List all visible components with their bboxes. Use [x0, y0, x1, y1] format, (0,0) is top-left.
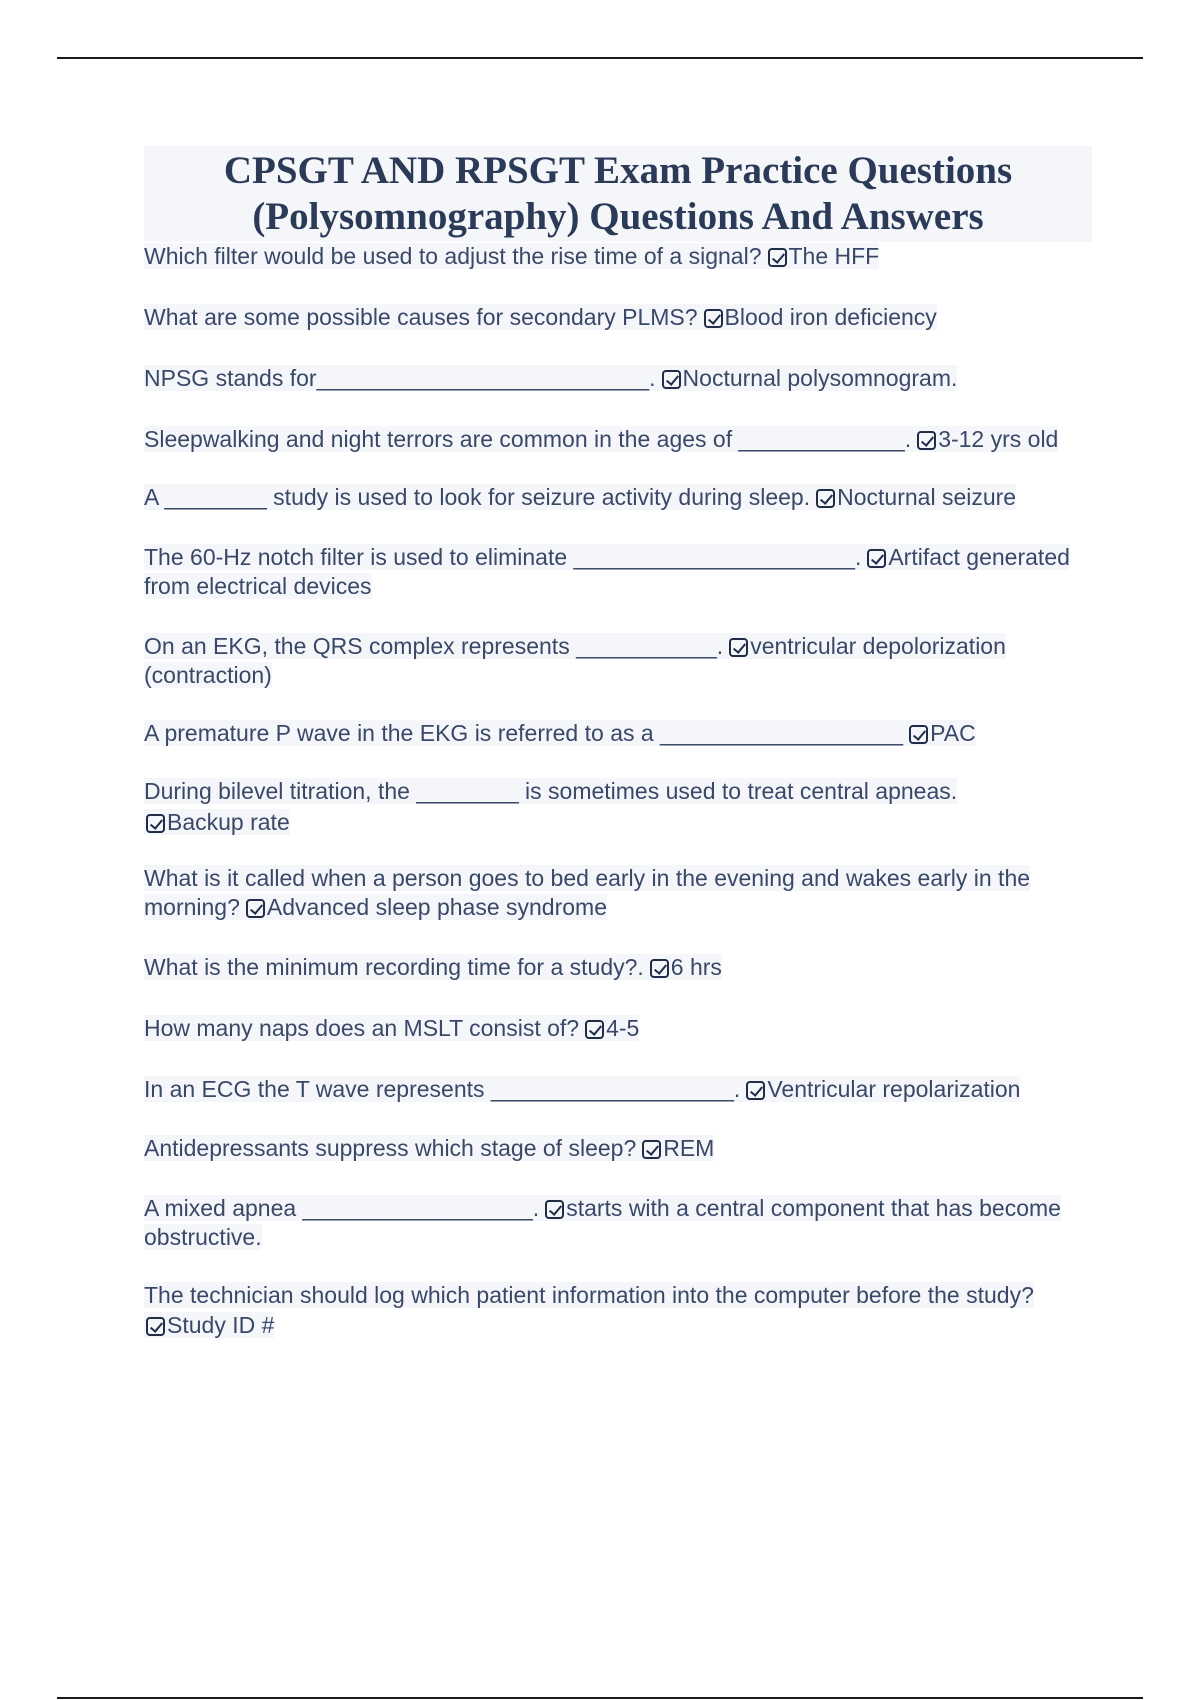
checkbox-icon	[867, 549, 886, 568]
checkbox-icon	[768, 248, 787, 267]
question-13: In an ECG the T wave represents ___________________.	[144, 1076, 741, 1102]
question-12: How many naps does an MSLT consist of?	[144, 1015, 580, 1041]
question-4: Sleepwalking and night terrors are common in the ages of _____________.	[144, 426, 912, 452]
checkbox-icon	[662, 370, 681, 389]
title-line-2: (Polysomnography) Questions And Answers	[252, 195, 984, 238]
qa-item-8	[144, 719, 1092, 748]
checkbox-icon	[146, 1317, 165, 1336]
qa-item-10	[144, 864, 1092, 922]
checkbox-icon	[585, 1020, 604, 1039]
qa-item-1	[144, 242, 1092, 271]
checkbox-icon	[729, 638, 748, 657]
qa-item-12	[144, 1014, 1092, 1043]
qa-item-4	[144, 425, 1092, 454]
checkbox-icon	[650, 959, 669, 978]
question-8: A premature P wave in the EKG is referred to as a ___________________	[144, 720, 904, 746]
document-title	[144, 146, 1092, 242]
answer-11: 6 hrs	[670, 954, 722, 980]
qa-item-16	[144, 1280, 1092, 1340]
question-5: A ________ study is used to look for seizure activity during sleep.	[144, 484, 811, 510]
footer-rule	[57, 1697, 1143, 1699]
question-3: NPSG stands for__________________________.	[144, 365, 656, 391]
answer-4: 3-12 yrs old	[938, 426, 1059, 452]
answer-3: Nocturnal polysomnogram.	[682, 365, 958, 391]
question-16: The technician should log which patient information into the computer before the study?	[144, 1282, 1034, 1308]
qa-item-3	[144, 364, 1092, 393]
answer-8: PAC	[930, 720, 976, 746]
answer-5: Nocturnal seizure	[837, 484, 1017, 510]
qa-item-11	[144, 953, 1092, 982]
checkbox-icon	[704, 309, 723, 328]
qa-item-9	[144, 776, 1092, 838]
qa-item-13	[144, 1075, 1092, 1104]
answer-10: Advanced sleep phase syndrome	[266, 894, 607, 920]
question-15: A mixed apnea __________________.	[144, 1195, 540, 1221]
title-line-1: CPSGT AND RPSGT Exam Practice Questions	[223, 149, 1013, 192]
checkbox-icon	[746, 1081, 765, 1100]
checkbox-icon	[545, 1200, 564, 1219]
header-rule	[57, 57, 1143, 59]
checkbox-icon	[917, 431, 936, 450]
qa-item-14	[144, 1134, 1092, 1163]
question-7: On an EKG, the QRS complex represents ___________.	[144, 633, 724, 659]
checkbox-icon	[909, 725, 928, 744]
checkbox-icon	[642, 1140, 661, 1159]
answer-12: 4-5	[606, 1015, 640, 1041]
question-2: What are some possible causes for secondary PLMS?	[144, 304, 698, 330]
qa-item-5	[144, 483, 1092, 512]
qa-item-15	[144, 1194, 1092, 1252]
qa-item-6	[144, 543, 1092, 601]
answer-14: REM	[663, 1135, 715, 1161]
answer-1: The HFF	[788, 243, 880, 269]
question-10: What is it called when a person goes to bed early in the evening and wakes early in the morning?	[144, 865, 1031, 920]
answer-9: Backup rate	[167, 809, 290, 835]
question-14: Antidepressants suppress which stage of sleep?	[144, 1135, 637, 1161]
checkbox-icon	[146, 814, 165, 833]
qa-item-2	[144, 303, 1092, 332]
answer-6: Artifact generated from electrical devices	[144, 544, 1070, 599]
checkbox-icon	[246, 899, 265, 918]
answer-15: starts with a central component that has become obstructive.	[144, 1195, 1061, 1250]
question-1: Which filter would be used to adjust the rise time of a signal?	[144, 243, 762, 269]
answer-7: ventricular depolorization (contraction)	[144, 633, 1006, 688]
document-body	[144, 146, 1092, 1340]
answer-16: Study ID #	[167, 1312, 275, 1338]
question-11: What is the minimum recording time for a study?.	[144, 954, 644, 980]
checkbox-icon	[816, 489, 835, 508]
question-6: The 60-Hz notch filter is used to eliminate ______________________.	[144, 544, 862, 570]
qa-item-7	[144, 632, 1092, 690]
question-9: During bilevel titration, the ________ is sometimes used to treat central apneas.	[144, 778, 958, 804]
answer-13: Ventricular repolarization	[767, 1076, 1021, 1102]
answer-2: Blood iron deficiency	[724, 304, 937, 330]
